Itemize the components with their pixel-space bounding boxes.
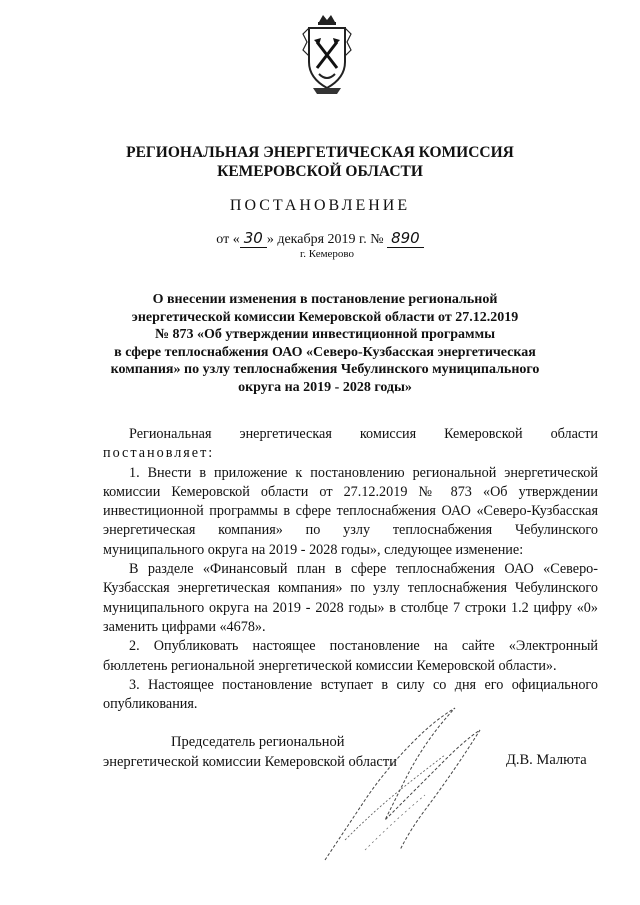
title-line: в сфере теплоснабжения ОАО «Северо-Кузбасская энергетическая [114,344,536,360]
title-line: энергетической комиссии Кемеровской области от 27.12.2019 [131,309,519,325]
document-body [103,425,598,714]
position-line2: энергетической комиссии Кемеровской области [103,753,397,770]
title-line: № 873 «Об утверждении инвестиционной программы [154,327,496,343]
date-prefix: от « [216,232,240,247]
item-3: 3. Настоящее постановление вступает в силу со дня его официального опубликования. [103,676,598,713]
signatory-name: Д.В. Малюта [506,752,587,768]
title-line: О внесении изменения в постановление региональной [152,292,498,307]
intro-text: Региональная энергетическая комиссия Кемеровской области [129,426,598,442]
document-type: ПОСТАНОВЛЕНИЕ [229,197,411,214]
coat-of-arms-icon [301,12,353,96]
item-1-detail: В разделе «Финансовый план в сфере теплоснабжения ОАО «Северо-Кузбасская энергетическая компания» по узлу теплоснабжения Чебулинского муниципального округа на 2019 - 2028 годы» в столбце 7 строки 1.2 цифру «0» заменить цифрами «4678». [103,561,598,635]
item-1: 1. Внести в приложение к постановлению региональной энергетической комиссии Кемеровской области от 27.12.2019 № 873 «Об утверждении инвестиционной программы в сфере теплоснабжения ОАО «Северо-Кузбасская энергетическая компания» по узлу теплоснабжения Чебулинского муниципального округа на 2019 - 2028 годы», следующее изменение: [103,464,598,558]
title-line: компания» по узлу теплоснабжения Чебулинского муниципального [110,362,540,378]
org-name-line1: РЕГИОНАЛЬНАЯ ЭНЕРГЕТИЧЕСКАЯ КОМИССИЯ [126,144,514,161]
document-title [90,291,560,397]
date-line [0,229,640,248]
handwritten-signature [305,700,505,870]
position-line1: Председатель региональной [171,734,345,750]
intro-resolves: постановляет: [103,445,215,462]
title-line: округа на 2019 - 2028 годы» [238,379,412,395]
date-mid: » декабря 2019 г. № [266,232,384,247]
date-day: 30 [240,229,267,248]
city: г. Кемерово [300,248,355,260]
document-number: 890 [387,229,424,248]
org-name-line2: КЕМЕРОВСКОЙ ОБЛАСТИ [217,163,423,180]
item-2: 2. Опубликовать настоящее постановление на сайте «Электронный бюллетень региональной энергетической комиссии Кемеровской области». [103,638,598,674]
